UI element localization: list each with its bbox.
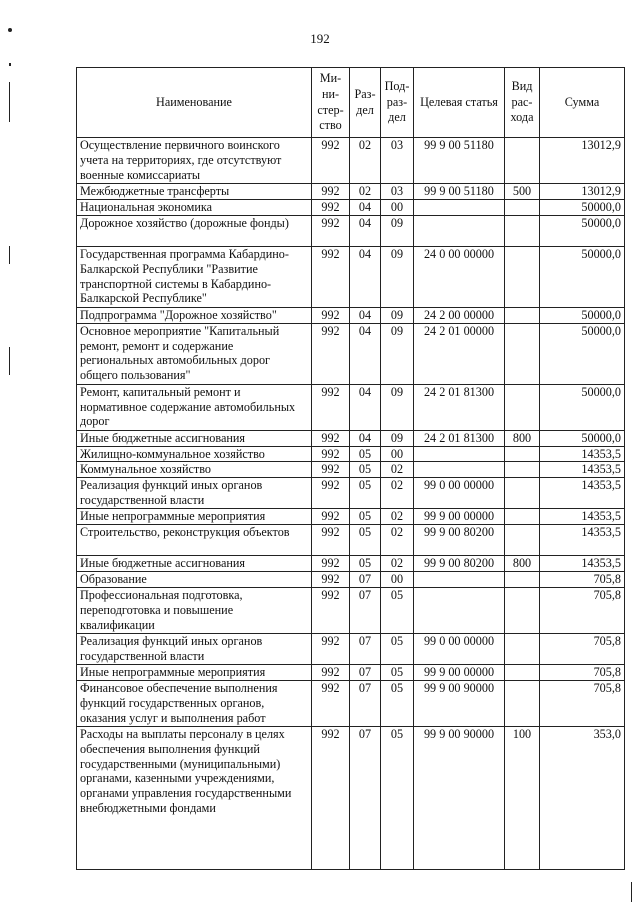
table-row bbox=[77, 184, 625, 200]
row-subsection: 00 bbox=[381, 446, 414, 462]
row-ministry: 992 bbox=[312, 462, 350, 478]
row-section: 05 bbox=[350, 478, 381, 509]
row-target: 99 9 00 51180 bbox=[414, 184, 505, 200]
row-subsection: 09 bbox=[381, 384, 414, 430]
row-section: 07 bbox=[350, 633, 381, 664]
row-subsection: 05 bbox=[381, 726, 414, 869]
row-subsection: 09 bbox=[381, 307, 414, 323]
row-target: 24 0 00 00000 bbox=[414, 246, 505, 307]
table-row bbox=[77, 430, 625, 446]
row-sum: 705,8 bbox=[540, 664, 625, 680]
row-name: Финансовое обеспечение выполнения функций государственных органов, оказания услуг и выполнения работ bbox=[77, 680, 312, 726]
row-name: Основное мероприятие "Капитальный ремонт, ремонт и содержание региональных автомобильных дорог общего пользования" bbox=[77, 323, 312, 384]
row-expense-type bbox=[505, 572, 540, 588]
row-name: Иные непрограммные мероприятия bbox=[77, 509, 312, 525]
row-expense-type bbox=[505, 199, 540, 215]
table-row bbox=[77, 664, 625, 680]
row-name: Жилищно-коммунальное хозяйство bbox=[77, 446, 312, 462]
row-sum: 50000,0 bbox=[540, 199, 625, 215]
row-ministry: 992 bbox=[312, 587, 350, 633]
row-sum: 14353,5 bbox=[540, 556, 625, 572]
row-subsection: 09 bbox=[381, 323, 414, 384]
row-name: Образование bbox=[77, 572, 312, 588]
row-sum: 50000,0 bbox=[540, 215, 625, 246]
table-row bbox=[77, 446, 625, 462]
table-row bbox=[77, 138, 625, 184]
row-subsection: 05 bbox=[381, 587, 414, 633]
row-section: 07 bbox=[350, 572, 381, 588]
table-header-row bbox=[77, 68, 625, 138]
row-name: Реализация функций иных органов государственной власти bbox=[77, 478, 312, 509]
row-target: 24 2 01 81300 bbox=[414, 384, 505, 430]
row-target: 99 9 00 90000 bbox=[414, 726, 505, 869]
row-section: 04 bbox=[350, 199, 381, 215]
row-expense-type: 800 bbox=[505, 556, 540, 572]
row-ministry: 992 bbox=[312, 556, 350, 572]
row-target: 24 2 01 00000 bbox=[414, 323, 505, 384]
table-row bbox=[77, 323, 625, 384]
row-name: Коммунальное хозяйство bbox=[77, 462, 312, 478]
row-name: Ремонт, капитальный ремонт и нормативное содержание автомобильных дорог bbox=[77, 384, 312, 430]
row-subsection: 02 bbox=[381, 556, 414, 572]
row-subsection: 02 bbox=[381, 509, 414, 525]
row-ministry: 992 bbox=[312, 446, 350, 462]
row-sum: 14353,5 bbox=[540, 462, 625, 478]
header-ministry: Ми-ни-стер-ство bbox=[312, 68, 350, 138]
table-row bbox=[77, 384, 625, 430]
row-expense-type bbox=[505, 680, 540, 726]
row-name: Реализация функций иных органов государственной власти bbox=[77, 633, 312, 664]
row-section: 02 bbox=[350, 184, 381, 200]
margin-mark bbox=[9, 246, 10, 264]
table-row bbox=[77, 215, 625, 246]
row-expense-type bbox=[505, 384, 540, 430]
table-row bbox=[77, 587, 625, 633]
row-target: 24 2 01 81300 bbox=[414, 430, 505, 446]
row-section: 05 bbox=[350, 509, 381, 525]
row-subsection: 05 bbox=[381, 633, 414, 664]
row-section: 05 bbox=[350, 556, 381, 572]
row-subsection: 09 bbox=[381, 246, 414, 307]
row-sum: 705,8 bbox=[540, 680, 625, 726]
row-name: Иные бюджетные ассигнования bbox=[77, 556, 312, 572]
page-number: 192 bbox=[310, 31, 330, 46]
row-name: Подпрограмма "Дорожное хозяйство" bbox=[77, 307, 312, 323]
table-row bbox=[77, 199, 625, 215]
row-target: 99 9 00 00000 bbox=[414, 509, 505, 525]
row-target: 99 9 00 80200 bbox=[414, 525, 505, 556]
row-name: Дорожное хозяйство (дорожные фонды) bbox=[77, 215, 312, 246]
margin-mark bbox=[9, 347, 10, 375]
row-target bbox=[414, 587, 505, 633]
row-expense-type bbox=[505, 664, 540, 680]
row-section: 07 bbox=[350, 680, 381, 726]
row-expense-type: 100 bbox=[505, 726, 540, 869]
row-ministry: 992 bbox=[312, 138, 350, 184]
row-target: 99 9 00 00000 bbox=[414, 664, 505, 680]
budget-table bbox=[76, 67, 625, 870]
row-subsection: 09 bbox=[381, 215, 414, 246]
margin-mark bbox=[8, 28, 12, 32]
row-sum: 353,0 bbox=[540, 726, 625, 869]
header-target: Целевая статья bbox=[414, 68, 505, 138]
table-row bbox=[77, 726, 625, 869]
row-target: 99 0 00 00000 bbox=[414, 633, 505, 664]
row-sum: 14353,5 bbox=[540, 446, 625, 462]
row-target: 99 9 00 90000 bbox=[414, 680, 505, 726]
row-expense-type bbox=[505, 246, 540, 307]
row-expense-type bbox=[505, 462, 540, 478]
row-sum: 50000,0 bbox=[540, 323, 625, 384]
row-target: 24 2 00 00000 bbox=[414, 307, 505, 323]
row-subsection: 09 bbox=[381, 430, 414, 446]
row-section: 04 bbox=[350, 307, 381, 323]
row-ministry: 992 bbox=[312, 633, 350, 664]
margin-mark bbox=[631, 882, 632, 902]
row-ministry: 992 bbox=[312, 572, 350, 588]
table-row bbox=[77, 525, 625, 556]
row-target bbox=[414, 572, 505, 588]
row-ministry: 992 bbox=[312, 246, 350, 307]
row-section: 07 bbox=[350, 587, 381, 633]
table-row bbox=[77, 478, 625, 509]
row-section: 04 bbox=[350, 215, 381, 246]
row-expense-type bbox=[505, 633, 540, 664]
row-target bbox=[414, 199, 505, 215]
header-expense-type: Вид рас-хода bbox=[505, 68, 540, 138]
margin-mark bbox=[9, 82, 10, 122]
row-section: 05 bbox=[350, 446, 381, 462]
table-row bbox=[77, 462, 625, 478]
row-subsection: 00 bbox=[381, 199, 414, 215]
row-ministry: 992 bbox=[312, 525, 350, 556]
row-expense-type: 500 bbox=[505, 184, 540, 200]
table-row bbox=[77, 556, 625, 572]
row-sum: 14353,5 bbox=[540, 509, 625, 525]
row-expense-type bbox=[505, 525, 540, 556]
row-expense-type: 800 bbox=[505, 430, 540, 446]
row-expense-type bbox=[505, 478, 540, 509]
row-subsection: 03 bbox=[381, 138, 414, 184]
row-name: Государственная программа Кабардино-Балкарской Республики "Развитие транспортной системы в Кабардино-Балкарской Республике" bbox=[77, 246, 312, 307]
row-subsection: 03 bbox=[381, 184, 414, 200]
header-sum: Сумма bbox=[540, 68, 625, 138]
row-expense-type bbox=[505, 323, 540, 384]
row-ministry: 992 bbox=[312, 184, 350, 200]
row-sum: 50000,0 bbox=[540, 307, 625, 323]
row-section: 04 bbox=[350, 246, 381, 307]
row-subsection: 05 bbox=[381, 664, 414, 680]
row-name: Иные непрограммные мероприятия bbox=[77, 664, 312, 680]
margin-mark bbox=[9, 63, 11, 66]
row-section: 04 bbox=[350, 430, 381, 446]
row-sum: 13012,9 bbox=[540, 184, 625, 200]
row-section: 07 bbox=[350, 664, 381, 680]
row-subsection: 02 bbox=[381, 478, 414, 509]
row-ministry: 992 bbox=[312, 215, 350, 246]
table-row bbox=[77, 680, 625, 726]
row-sum: 14353,5 bbox=[540, 478, 625, 509]
row-sum: 50000,0 bbox=[540, 384, 625, 430]
row-target: 99 9 00 51180 bbox=[414, 138, 505, 184]
table-row bbox=[77, 246, 625, 307]
row-expense-type bbox=[505, 587, 540, 633]
header-subsection: Под-раз-дел bbox=[381, 68, 414, 138]
row-sum: 50000,0 bbox=[540, 246, 625, 307]
row-expense-type bbox=[505, 509, 540, 525]
row-name: Межбюджетные трансферты bbox=[77, 184, 312, 200]
table-row bbox=[77, 633, 625, 664]
row-target: 99 9 00 80200 bbox=[414, 556, 505, 572]
row-name: Расходы на выплаты персоналу в целях обеспечения выполнения функций государственными (муниципальными) органами, казенными учреждениями, органами управления государственными внебюджетными фондами bbox=[77, 726, 312, 869]
row-ministry: 992 bbox=[312, 726, 350, 869]
row-ministry: 992 bbox=[312, 323, 350, 384]
row-ministry: 992 bbox=[312, 430, 350, 446]
row-sum: 705,8 bbox=[540, 587, 625, 633]
row-section: 02 bbox=[350, 138, 381, 184]
row-target bbox=[414, 462, 505, 478]
row-sum: 14353,5 bbox=[540, 525, 625, 556]
row-name: Профессиональная подготовка, переподготовка и повышение квалификации bbox=[77, 587, 312, 633]
row-ministry: 992 bbox=[312, 680, 350, 726]
row-ministry: 992 bbox=[312, 509, 350, 525]
row-name: Национальная экономика bbox=[77, 199, 312, 215]
table-row bbox=[77, 509, 625, 525]
row-sum: 705,8 bbox=[540, 633, 625, 664]
row-expense-type bbox=[505, 307, 540, 323]
row-section: 04 bbox=[350, 384, 381, 430]
row-name: Иные бюджетные ассигнования bbox=[77, 430, 312, 446]
row-target bbox=[414, 446, 505, 462]
row-name: Строительство, реконструкция объектов bbox=[77, 525, 312, 556]
header-name: Наименование bbox=[77, 68, 312, 138]
row-target bbox=[414, 215, 505, 246]
row-sum: 705,8 bbox=[540, 572, 625, 588]
row-target: 99 0 00 00000 bbox=[414, 478, 505, 509]
row-subsection: 05 bbox=[381, 680, 414, 726]
row-subsection: 00 bbox=[381, 572, 414, 588]
row-ministry: 992 bbox=[312, 664, 350, 680]
row-section: 04 bbox=[350, 323, 381, 384]
row-name: Осуществление первичного воинского учета на территориях, где отсутствуют военные комиссариаты bbox=[77, 138, 312, 184]
row-ministry: 992 bbox=[312, 384, 350, 430]
row-section: 05 bbox=[350, 462, 381, 478]
row-section: 05 bbox=[350, 525, 381, 556]
row-expense-type bbox=[505, 138, 540, 184]
row-section: 07 bbox=[350, 726, 381, 869]
table-row bbox=[77, 572, 625, 588]
row-expense-type bbox=[505, 446, 540, 462]
header-section: Раз-дел bbox=[350, 68, 381, 138]
row-ministry: 992 bbox=[312, 199, 350, 215]
row-expense-type bbox=[505, 215, 540, 246]
row-ministry: 992 bbox=[312, 307, 350, 323]
row-subsection: 02 bbox=[381, 525, 414, 556]
row-sum: 13012,9 bbox=[540, 138, 625, 184]
table-row bbox=[77, 307, 625, 323]
row-subsection: 02 bbox=[381, 462, 414, 478]
row-ministry: 992 bbox=[312, 478, 350, 509]
row-sum: 50000,0 bbox=[540, 430, 625, 446]
